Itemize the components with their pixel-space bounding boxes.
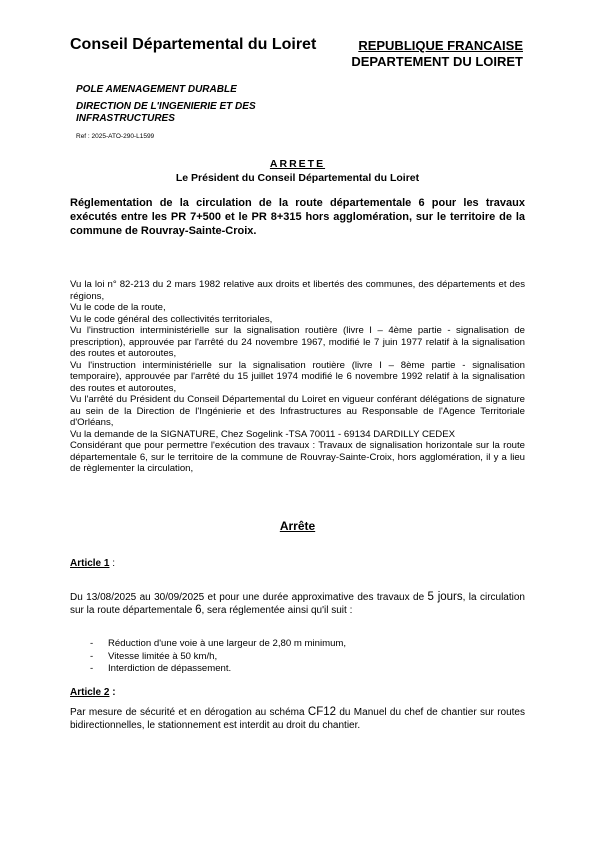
- republic-title: REPUBLIQUE FRANCAISE: [358, 38, 523, 53]
- pole-label: POLE AMENAGEMENT DURABLE: [76, 84, 237, 95]
- article-1-heading: [70, 558, 115, 569]
- decree-subject: Réglementation de la circulation de la route départementale 6 pour les travaux exécutés entre les PR 7+500 et le PR 8+315 hors agglomération, sur le territoire de la commune de Rouvray-Sainte-Croix.: [70, 197, 525, 237]
- works-duration: 5 jours: [427, 591, 463, 603]
- visa-item: Vu le code général des collectivités territoriales,: [70, 313, 273, 325]
- visa-item: Considérant que pour permettre l'exécution des travaux : Travaux de signalisation horizontale sur la route départementale 6, sur le territoire de la commune de Rouvray-Sainte-Croix, hors agglomération, il y a lieu de règlementer la circulation,: [70, 440, 525, 474]
- road-number: 6: [195, 604, 202, 616]
- visa-item: Vu l'instruction interministérielle sur la signalisation routière (livre I – 4ème partie - signalisation de prescription), approuvée par l'arrêté du 24 novembre 1967, modifié le 7 juin 1977 relatif à la signalisation des routes et autoroutes,: [70, 325, 525, 359]
- visa-item: Vu la loi n° 82-213 du 2 mars 1982 relative aux droits et libertés des communes, des départements et des régions,: [70, 279, 525, 302]
- article-1-text-part: , la circulation sur la route départementale: [70, 592, 525, 616]
- visas-section: [70, 279, 525, 475]
- article-2-colon: :: [109, 687, 116, 698]
- republic-header: [336, 38, 523, 70]
- measure-text: Réduction d'une voie à une largeur de 2,80 m minimum,: [108, 638, 347, 649]
- measure-text: Vitesse limitée à 50 km/h,: [108, 650, 218, 662]
- article-1-text-part: Du 13/08/2025 au 30/09/2025 et pour une durée approximative des travaux de: [70, 592, 428, 603]
- list-item: - Interdiction de dépassement.: [90, 663, 232, 674]
- arrete-heading: ARRETE: [269, 158, 326, 170]
- list-item: - Vitesse limitée à 50 km/h,: [90, 650, 218, 662]
- visa-item: Vu l'instruction interministérielle sur la signalisation routière (livre I – 8ème partie - signalisation temporaire), approuvée par l'arrêté du 15 juillet 1974 modifié le 6 novembre 1992 relatif à la signalisation des routes et autoroutes,: [70, 359, 525, 394]
- department-council-title: Conseil Départemental du Loiret: [70, 36, 317, 53]
- article-1-text: [70, 591, 525, 617]
- article-2-heading: [70, 687, 116, 698]
- article-2-label: Article 2: [70, 687, 110, 698]
- visa-item: Vu la demande de la SIGNATURE, Chez Sogelink -TSA 70011 - 69134 DARDILLY CEDEX: [70, 428, 456, 440]
- list-item: - Réduction d'une voie à une largeur de 2,80 m minimum,: [90, 638, 347, 649]
- article-1-label: Article 1: [70, 558, 110, 569]
- reference-number: Ref : 2025-ATO-290-L1599: [76, 133, 155, 140]
- schema-reference: CF12: [307, 706, 337, 718]
- visa-item: Vu l'arrêté du Président du Conseil Départemental du Loiret en vigueur conférant délégations de signature au sein de la Direction de l'Ingénierie et des Infrastructures au Responsable de l'Agence Territoriale d'Orléans,: [70, 394, 525, 428]
- visa-item: Vu le code de la route,: [70, 302, 166, 313]
- article-2-text-part: du Manuel du chef de chantier sur routes bidirectionnelles, le stationnement est interdit au droit du chantier.: [70, 707, 525, 731]
- department-title: DEPARTEMENT DU LOIRET: [351, 54, 523, 69]
- article-1-text-part: , sera réglementée ainsi qu'il suit :: [201, 605, 353, 616]
- measure-text: Interdiction de dépassement.: [108, 663, 232, 674]
- decision-heading: Arrête: [279, 519, 316, 533]
- article-1-colon: :: [109, 558, 116, 569]
- direction-label: DIRECTION DE L'INGENIERIE ET DES INFRASTRUCTURES: [76, 101, 256, 124]
- article-2-text-part: Par mesure de sécurité et en dérogation au schéma: [70, 707, 308, 718]
- president-line: Le Président du Conseil Départemental du Loiret: [175, 172, 420, 184]
- measures-list: [90, 638, 510, 676]
- article-2-text: [70, 706, 525, 732]
